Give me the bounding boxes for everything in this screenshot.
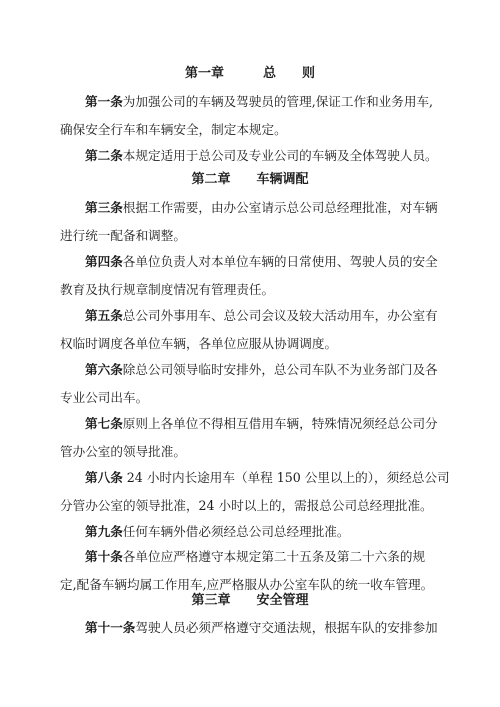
article-10 [60,543,440,599]
article-2 [60,142,440,170]
article-text: 任何车辆外借必须经总公司总经理批准。 [122,524,350,539]
chapter-3-heading: 第三章 安全管理 [191,593,309,608]
chapter-2-heading: 第二章 车辆调配 [191,172,309,187]
article-text: 本规定适用于总公司及专业公司的车辆及全体驾驶人员。 [122,148,438,163]
article-text: 为加强公司的车辆及驾驶员的管理,保证工作和业务用车, [122,94,434,109]
article-4 [60,248,440,304]
article-1 [60,88,440,144]
article-number: 第一条 [85,94,123,109]
article-text: 确保安全行车和车辆安全，制定本规定。 [60,122,287,137]
article-7 [60,410,440,466]
article-number: 第十一条 [85,620,136,635]
article-text: 除总公司领导临时安排外，总公司车队不为业务部门及各 [122,362,438,377]
article-text: 管办公室的领导批准。 [60,444,186,459]
article-number: 第八条 [85,470,123,485]
article-11 [60,614,440,642]
article-text: 根据工作需要，由办公室请示总公司总经理批准，对车辆 [122,200,438,215]
article-text: 定,配备车辆均属工作用车,应严格服从办公室车队的统一收车管理。 [60,577,434,592]
article-text: 进行统一配备和调整。 [60,228,186,243]
article-number: 第二条 [85,148,123,163]
article-text: 专业公司出车。 [60,390,149,405]
article-number: 第三条 [85,200,123,215]
article-9 [60,518,440,546]
article-8 [60,464,450,520]
article-text: 总公司外事用车、总公司会议及较大活动用车，办公室有 [122,308,438,323]
article-text: 各单位应严格遵守本规定第二十五条及第二十六条的规 [122,549,426,564]
article-6 [60,356,440,412]
article-3 [60,194,440,250]
article-number: 第七条 [85,416,123,431]
article-number: 第五条 [85,308,123,323]
article-text: 原则上各单位不得相互借用车辆，特殊情况须经总公司分 [122,416,438,431]
article-number: 第十条 [85,549,123,564]
chapter-1-heading: 第一章 总 则 [184,66,315,81]
article-number: 第四条 [85,254,123,269]
article-text: 各单位负责人对本单位车辆的日常使用、驾驶人员的安全 [122,254,438,269]
article-text: 分管办公室的领导批准，24 小时以上的，需报总公司总经理批准。 [60,498,433,513]
article-text: 教育及执行规章制度情况有管理责任。 [60,282,275,297]
article-number: 第九条 [85,524,123,539]
article-text: 权临时调度各单位车辆，各单位应服从协调调度。 [60,336,338,351]
article-text: 24 小时内长途用车（单程 150 公里以上的），须经总公司 [122,470,450,485]
article-5 [60,302,440,358]
article-number: 第六条 [85,362,123,377]
article-text: 驾驶人员必须严格遵守交通法规，根据车队的安排参加 [135,620,438,635]
